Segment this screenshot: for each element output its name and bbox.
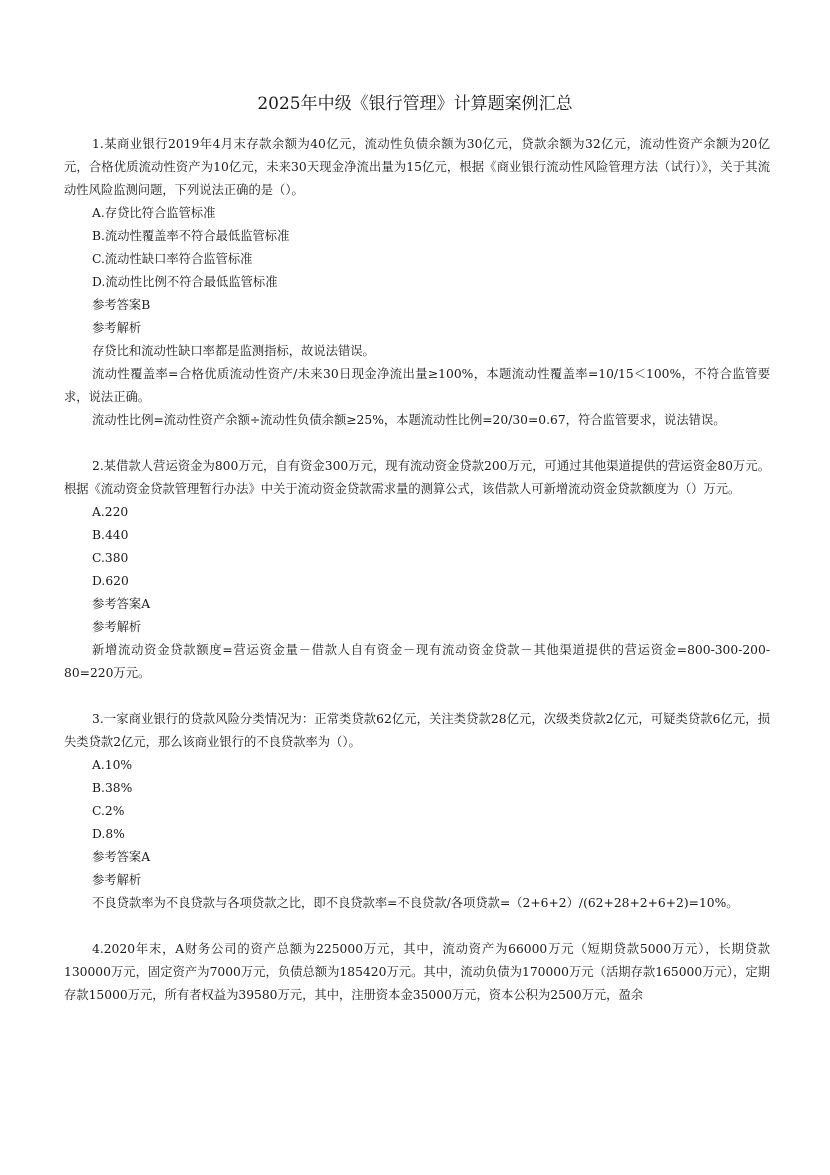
option-item: D.620	[92, 574, 129, 588]
analysis-label: 参考解析	[92, 620, 142, 634]
option-item: D.流动性比例不符合最低监管标准	[92, 275, 278, 289]
document-body	[64, 133, 770, 1007]
analysis-text: 流动性覆盖率=合格优质流动性资产/未来30日现金净流出量≥100%，本题流动性覆盖率=10/15＜100%，不符合监管要求，说法正确。	[64, 367, 770, 404]
question-stem: 4.2020年末，A财务公司的资产总额为225000万元，其中，流动资产为66000万元（短期贷款5000万元），长期贷款130000万元，固定资产为7000万元，负债总额为185420万元。其中，流动负债为170000万元（活期存款165000万元），定期存款15000万元，所有者权益为39580万元，其中，注册资本金35000万元，资本公积为2500万元，盈余	[64, 942, 770, 1002]
analysis-label: 参考解析	[92, 873, 142, 887]
document-title: 2025年中级《银行管理》计算题案例汇总	[257, 94, 573, 114]
question-block	[64, 938, 770, 1007]
option-item: C.流动性缺口率符合监管标准	[92, 252, 253, 266]
option-item: A.存贷比符合监管标准	[92, 206, 216, 220]
option-item: A.220	[92, 505, 129, 519]
analysis-text: 新增流动资金贷款额度=营运资金量－借款人自有资金－现有流动资金贷款－其他渠道提供的营运资金=800-300-200-80=220万元。	[64, 643, 770, 680]
option-item: B.流动性覆盖率不符合最低监管标准	[92, 229, 290, 243]
question-block	[64, 455, 770, 685]
reference-answer: 参考答案A	[92, 597, 151, 611]
question-stem: 3.一家商业银行的贷款风险分类情况为：正常类贷款62亿元，关注类贷款28亿元，次级类贷款2亿元，可疑类贷款6亿元，损失类贷款2亿元，那么该商业银行的不良贷款率为（）。	[64, 712, 770, 749]
option-item: B.440	[92, 528, 129, 542]
analysis-text: 存贷比和流动性缺口率都是监测指标，故说法错误。	[92, 344, 375, 358]
reference-answer: 参考答案B	[92, 298, 151, 312]
option-item: B.38%	[92, 781, 133, 795]
option-item: C.2%	[92, 804, 125, 818]
analysis-label: 参考解析	[92, 321, 142, 335]
question-block	[64, 133, 770, 432]
option-item: D.8%	[92, 827, 125, 841]
question-stem: 2.某借款人营运资金为800万元，自有资金300万元，现有流动资金贷款200万元，可通过其他渠道提供的营运资金80万元。根据《流动资金贷款管理暂行办法》中关于流动资金贷款需求量的测算公式，该借款人可新增流动资金贷款额度为（）万元。	[64, 459, 770, 496]
question-block	[64, 708, 770, 915]
analysis-text: 不良贷款率为不良贷款与各项贷款之比，即不良贷款率=不良贷款/各项贷款=（2+6+2）/(62+28+2+6+2)=10%。	[92, 896, 739, 910]
question-stem: 1.某商业银行2019年4月末存款余额为40亿元，流动性负债余额为30亿元，贷款余额为32亿元，流动性资产余额为20亿元，合格优质流动性资产为10亿元，未来30天现金净流出量为15亿元，根据《商业银行流动性风险管理方法（试行）》，关于其流动性风险监测问题，下列说法正确的是（）。	[64, 137, 770, 197]
option-item: C.380	[92, 551, 129, 565]
option-item: A.10%	[92, 758, 133, 772]
reference-answer: 参考答案A	[92, 850, 151, 864]
analysis-text: 流动性比例=流动性资产余额÷流动性负债余额≥25%，本题流动性比例=20/30=0.67，符合监管要求，说法错误。	[92, 413, 726, 427]
